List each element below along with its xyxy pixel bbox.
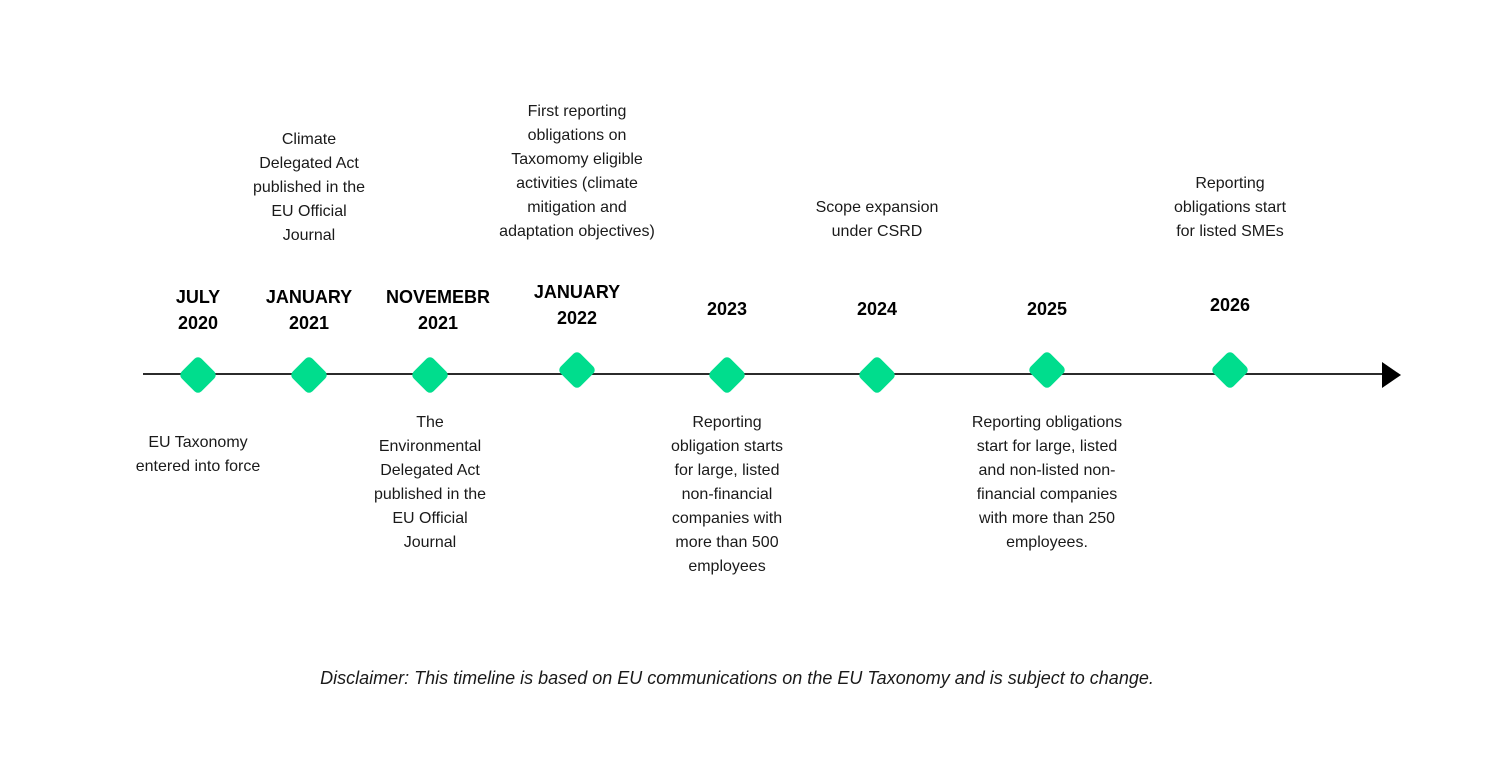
timeline-marker [410, 355, 450, 395]
event-description-below: Reporting obligations start for large, listed and non-listed non-financial companies with more than 250 employees. [971, 414, 1123, 551]
event-description-below: Reporting obligation starts for large, listed non-financial companies with more than 500 employees [670, 414, 784, 575]
timeline-marker [857, 355, 897, 395]
timeline-marker [1027, 350, 1067, 390]
event-date: 2026 [1209, 295, 1251, 315]
event-description-below: The Environmental Delegated Act published in the EU Official Journal [373, 414, 487, 551]
event-date: JANUARY 2021 [265, 287, 353, 333]
timeline-event-2024 [787, 0, 967, 768]
disclaimer-text: Disclaimer: This timeline is based on EU communications on the EU Taxonomy and is subject to change. [320, 668, 1154, 688]
event-description-above: Climate Delegated Act published in the EU Official Journal [252, 131, 366, 244]
timeline-event-2025 [957, 0, 1137, 768]
event-date: NOVEMEBR 2021 [385, 287, 490, 333]
event-description-below: EU Taxonomy entered into force [135, 434, 261, 475]
event-date: JULY 2020 [175, 287, 221, 333]
timeline-arrowhead [1382, 362, 1401, 388]
timeline-marker [707, 355, 747, 395]
timeline-marker [178, 355, 218, 395]
timeline-marker [1210, 350, 1250, 390]
event-description-above: Scope expansion under CSRD [815, 199, 939, 240]
event-description-above: First reporting obligations on Taxomomy eligible activities (climate mitigation and adaptation objectives) [499, 103, 655, 240]
event-date: 2025 [1026, 299, 1068, 319]
event-date: JANUARY 2022 [533, 282, 621, 328]
event-date: 2024 [856, 299, 898, 319]
event-description-above: Reporting obligations start for listed SMEs [1173, 175, 1287, 240]
timeline-marker [557, 350, 597, 390]
timeline-marker [289, 355, 329, 395]
timeline-event-2026 [1140, 0, 1320, 768]
event-date: 2023 [706, 299, 748, 319]
